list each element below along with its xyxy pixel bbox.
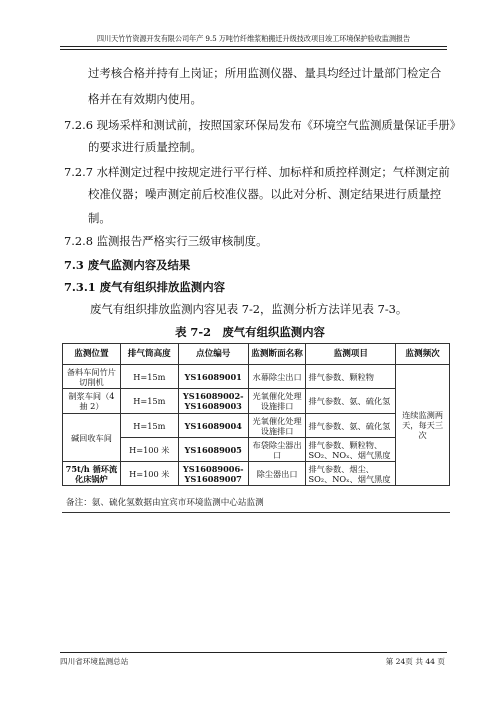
cell-point: YS16089001 bbox=[178, 365, 248, 389]
cell-location: 75t/h 循环流化床锅炉 bbox=[63, 462, 121, 486]
paragraph-line: 的要求进行质量控制。 bbox=[88, 140, 202, 154]
cell-height: H=100 米 bbox=[120, 462, 178, 486]
footer-rule bbox=[60, 652, 447, 653]
header-rule-thin bbox=[60, 49, 447, 50]
section-heading: 7.3 废气监测内容及结果 bbox=[64, 258, 191, 272]
table-bottom-rule bbox=[62, 512, 450, 513]
cell-height: H=100 米 bbox=[120, 438, 178, 462]
cell-point: YS16089006-YS16089007 bbox=[178, 462, 248, 486]
table-row bbox=[63, 438, 450, 462]
header-cell: 排气筒高度 bbox=[120, 344, 178, 365]
page-number: 第 24页 共 44 页 bbox=[385, 657, 445, 666]
header-cell: 监测断面名称 bbox=[248, 344, 306, 365]
cell-height: H=15m bbox=[120, 365, 178, 389]
cell-section: 布袋除尘器出口 bbox=[248, 438, 306, 462]
table-caption: 表 7-2 废气有组织监测内容 bbox=[175, 325, 325, 339]
paragraph-line: 废气有组织排放监测内容见表 7-2，监测分析方法详见表 7-3。 bbox=[90, 302, 408, 316]
cell-section: 除尘器出口 bbox=[248, 462, 306, 486]
cell-point: YS16089004 bbox=[178, 414, 248, 438]
cell-section: 光氧催化处理设施排口 bbox=[248, 389, 306, 414]
cell-items: 排气参数、颗粒物、SO₂、NOₓ、烟气黑度 bbox=[306, 438, 396, 462]
page-header: 四川天竹竹资源开发有限公司年产 9.5 万吨竹纤维浆粕搬迁升级技改项目竣工环境保护验收监测报告 bbox=[96, 34, 411, 43]
table-row bbox=[63, 389, 450, 414]
cell-section: 光氧催化处理设施排口 bbox=[248, 414, 306, 438]
cell-items: 排气参数、氨、硫化氢 bbox=[306, 389, 396, 414]
header-cell: 监测项目 bbox=[306, 344, 396, 365]
cell-frequency: 连续监测两天，每天三次 bbox=[396, 365, 450, 486]
cell-height: H=15m bbox=[120, 389, 178, 414]
paragraph-line: 校准仪器；噪声测定前后校准仪器。以此对分析、测定结果进行质量控 bbox=[88, 187, 442, 201]
cell-point: YS16089005 bbox=[178, 438, 248, 462]
cell-section: 水幕除尘出口 bbox=[248, 365, 306, 389]
monitoring-table bbox=[62, 343, 450, 486]
paragraph-line: 7.2.8 监测报告严格实行三级审核制度。 bbox=[64, 234, 268, 248]
table-row bbox=[63, 414, 450, 438]
cell-height: H=15m bbox=[120, 414, 178, 438]
paragraph-line: 格并在有效期内使用。 bbox=[88, 92, 202, 106]
cell-items: 排气参数、颗粒物 bbox=[306, 365, 396, 389]
header-cell: 点位编号 bbox=[178, 344, 248, 365]
cell-items: 排气参数、烟尘、SO₂、NOₓ、烟气黑度 bbox=[306, 462, 396, 486]
paragraph-line: 过考核合格并持有上岗证；所用监测仪器、量具均经过计量部门检定合 bbox=[88, 66, 442, 80]
table-row bbox=[63, 462, 450, 486]
cell-location: 制浆车间（4 抽 2） bbox=[63, 389, 121, 414]
header-rule bbox=[60, 46, 447, 47]
table-row bbox=[63, 365, 450, 389]
subsection-heading: 7.3.1 废气有组织排放监测内容 bbox=[64, 280, 225, 294]
table-header-row bbox=[63, 344, 450, 365]
footer-organization: 四川省环境监测总站 bbox=[60, 657, 129, 666]
paragraph-line: 7.2.7 水样测定过程中按规定进行平行样、加标样和质控样测定；气样测定前 bbox=[64, 165, 450, 179]
cell-point: YS16089002-YS16089003 bbox=[178, 389, 248, 414]
header-cell: 监测位置 bbox=[63, 344, 121, 365]
cell-location: 碱回收车间 bbox=[63, 414, 121, 462]
paragraph-line: 制。 bbox=[88, 211, 111, 225]
header-cell: 监测频次 bbox=[396, 344, 450, 365]
cell-location: 备料车间竹片切削机 bbox=[63, 365, 121, 389]
paragraph-line: 7.2.6 现场采样和测试前，按照国家环保局发布《环境空气监测质量保证手册》 bbox=[64, 118, 462, 132]
cell-items: 排气参数、氨、硫化氢 bbox=[306, 414, 396, 438]
table-note: 备注：氨、硫化氢数据由宜宾市环境监测中心站监测 bbox=[66, 498, 264, 508]
